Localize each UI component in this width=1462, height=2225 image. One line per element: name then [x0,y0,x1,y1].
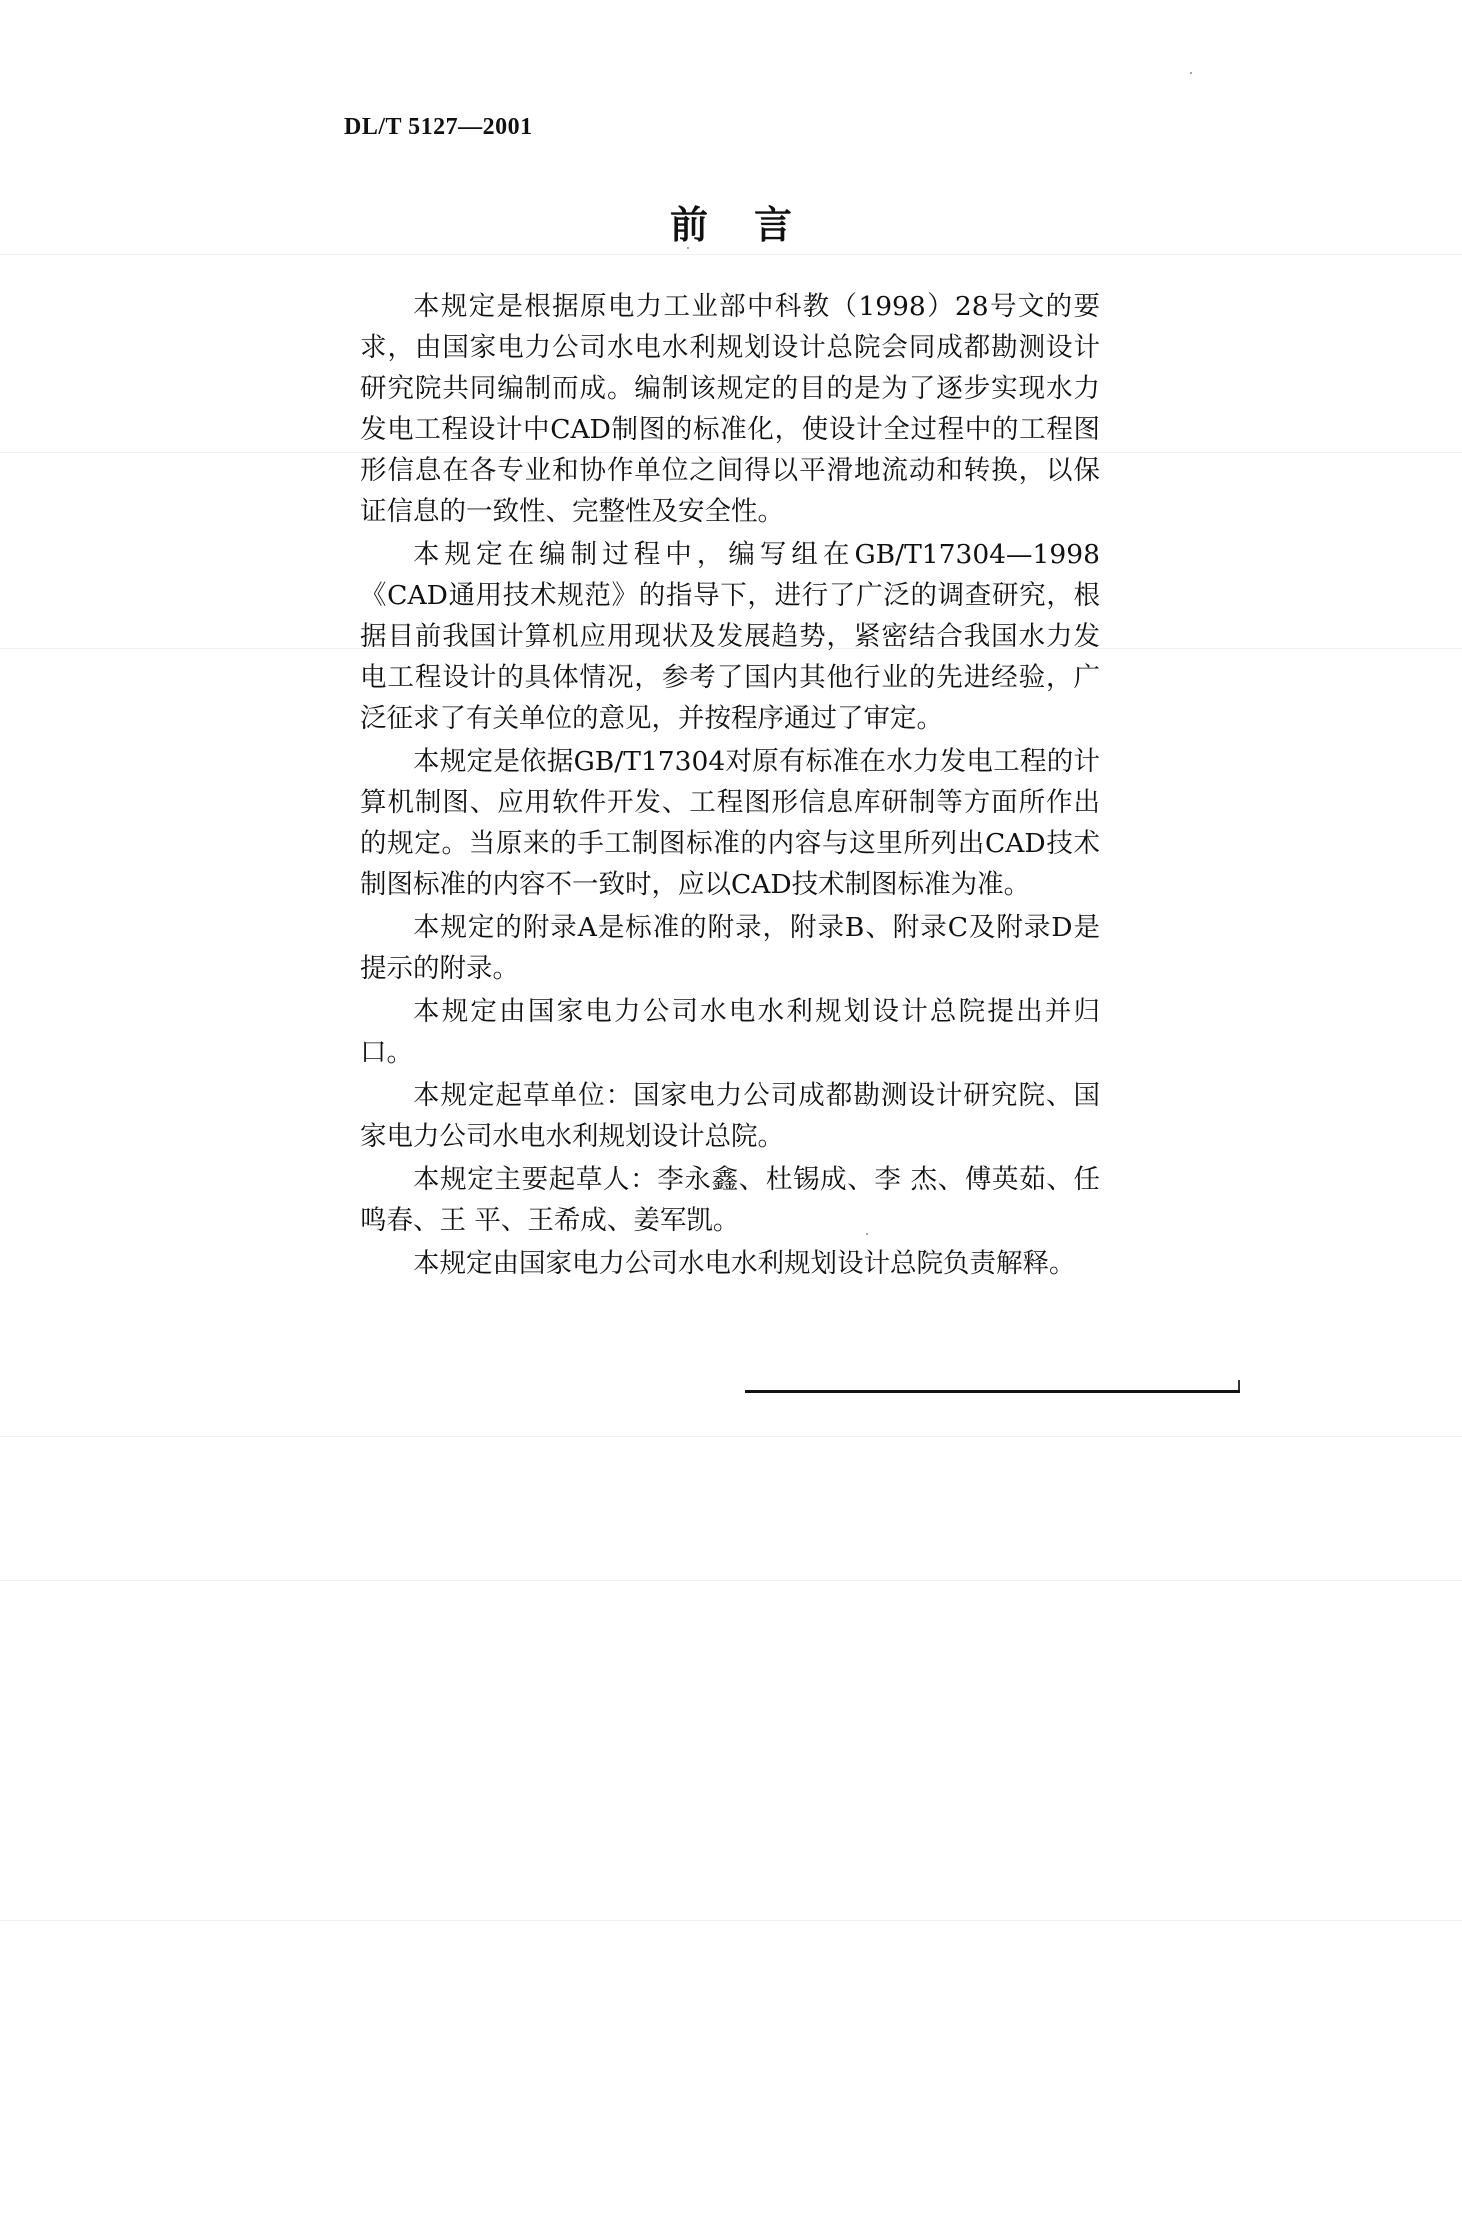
paragraph: 本规定是依据GB/T17304对原有标准在水力发电工程的计算机制图、应用软件开发、工程图形信息库研制等方面所作出的规定。当原来的手工制图标准的内容与这里所列出CAD技术制图标准的内容不一致时，应以CAD技术制图标准为准。 [360,746,1100,900]
paragraph: 本规定主要起草人：李永鑫、杜锡成、李 杰、傅英茹、任鸣春、王 平、王希成、姜军凯。 [360,1164,1100,1236]
page-title: 前言 [669,203,838,247]
end-rule-tick [1238,1380,1240,1390]
scan-line [0,1920,1462,1921]
body-text [360,286,1100,1286]
paragraph: 本规定的附录A是标准的附录，附录B、附录C及附录D是提示的附录。 [360,912,1100,984]
paragraph: 本规定由国家电力公司水电水利规划设计总院负责解释。 [413,1248,1076,1279]
scan-line [0,254,1462,255]
paragraph: 本规定在编制过程中，编写组在GB/T17304—1998《CAD通用技术规范》的指导下，进行了广泛的调查研究，根据目前我国计算机应用现状及发展趋势，紧密结合我国水力发电工程设计的具体情况，参考了国内其他行业的先进经验，广泛征求了有关单位的意见，并按程序通过了审定。 [360,539,1100,734]
scan-line [0,1436,1462,1437]
scan-line [0,1580,1462,1581]
end-rule [745,1390,1240,1393]
document-code: DL/T 5127—2001 [344,114,533,140]
paragraph: 本规定起草单位：国家电力公司成都勘测设计研究院、国家电力公司水电水利规划设计总院。 [360,1080,1100,1152]
scan-speck [1190,72,1192,74]
paragraph: 本规定由国家电力公司水电水利规划设计总院提出并归口。 [360,996,1100,1068]
paragraph: 本规定是根据原电力工业部中科教（1998）28号文的要求，由国家电力公司水电水利规划设计总院会同成都勘测设计研究院共同编制而成。编制该规定的目的是为了逐步实现水力发电工程设计中CAD制图的标准化，使设计全过程中的工程图形信息在各专业和协作单位之间得以平滑地流动和转换，以保证信息的一致性、完整性及安全性。 [360,291,1100,527]
scan-speck [866,1233,868,1235]
scan-speck [687,247,689,249]
